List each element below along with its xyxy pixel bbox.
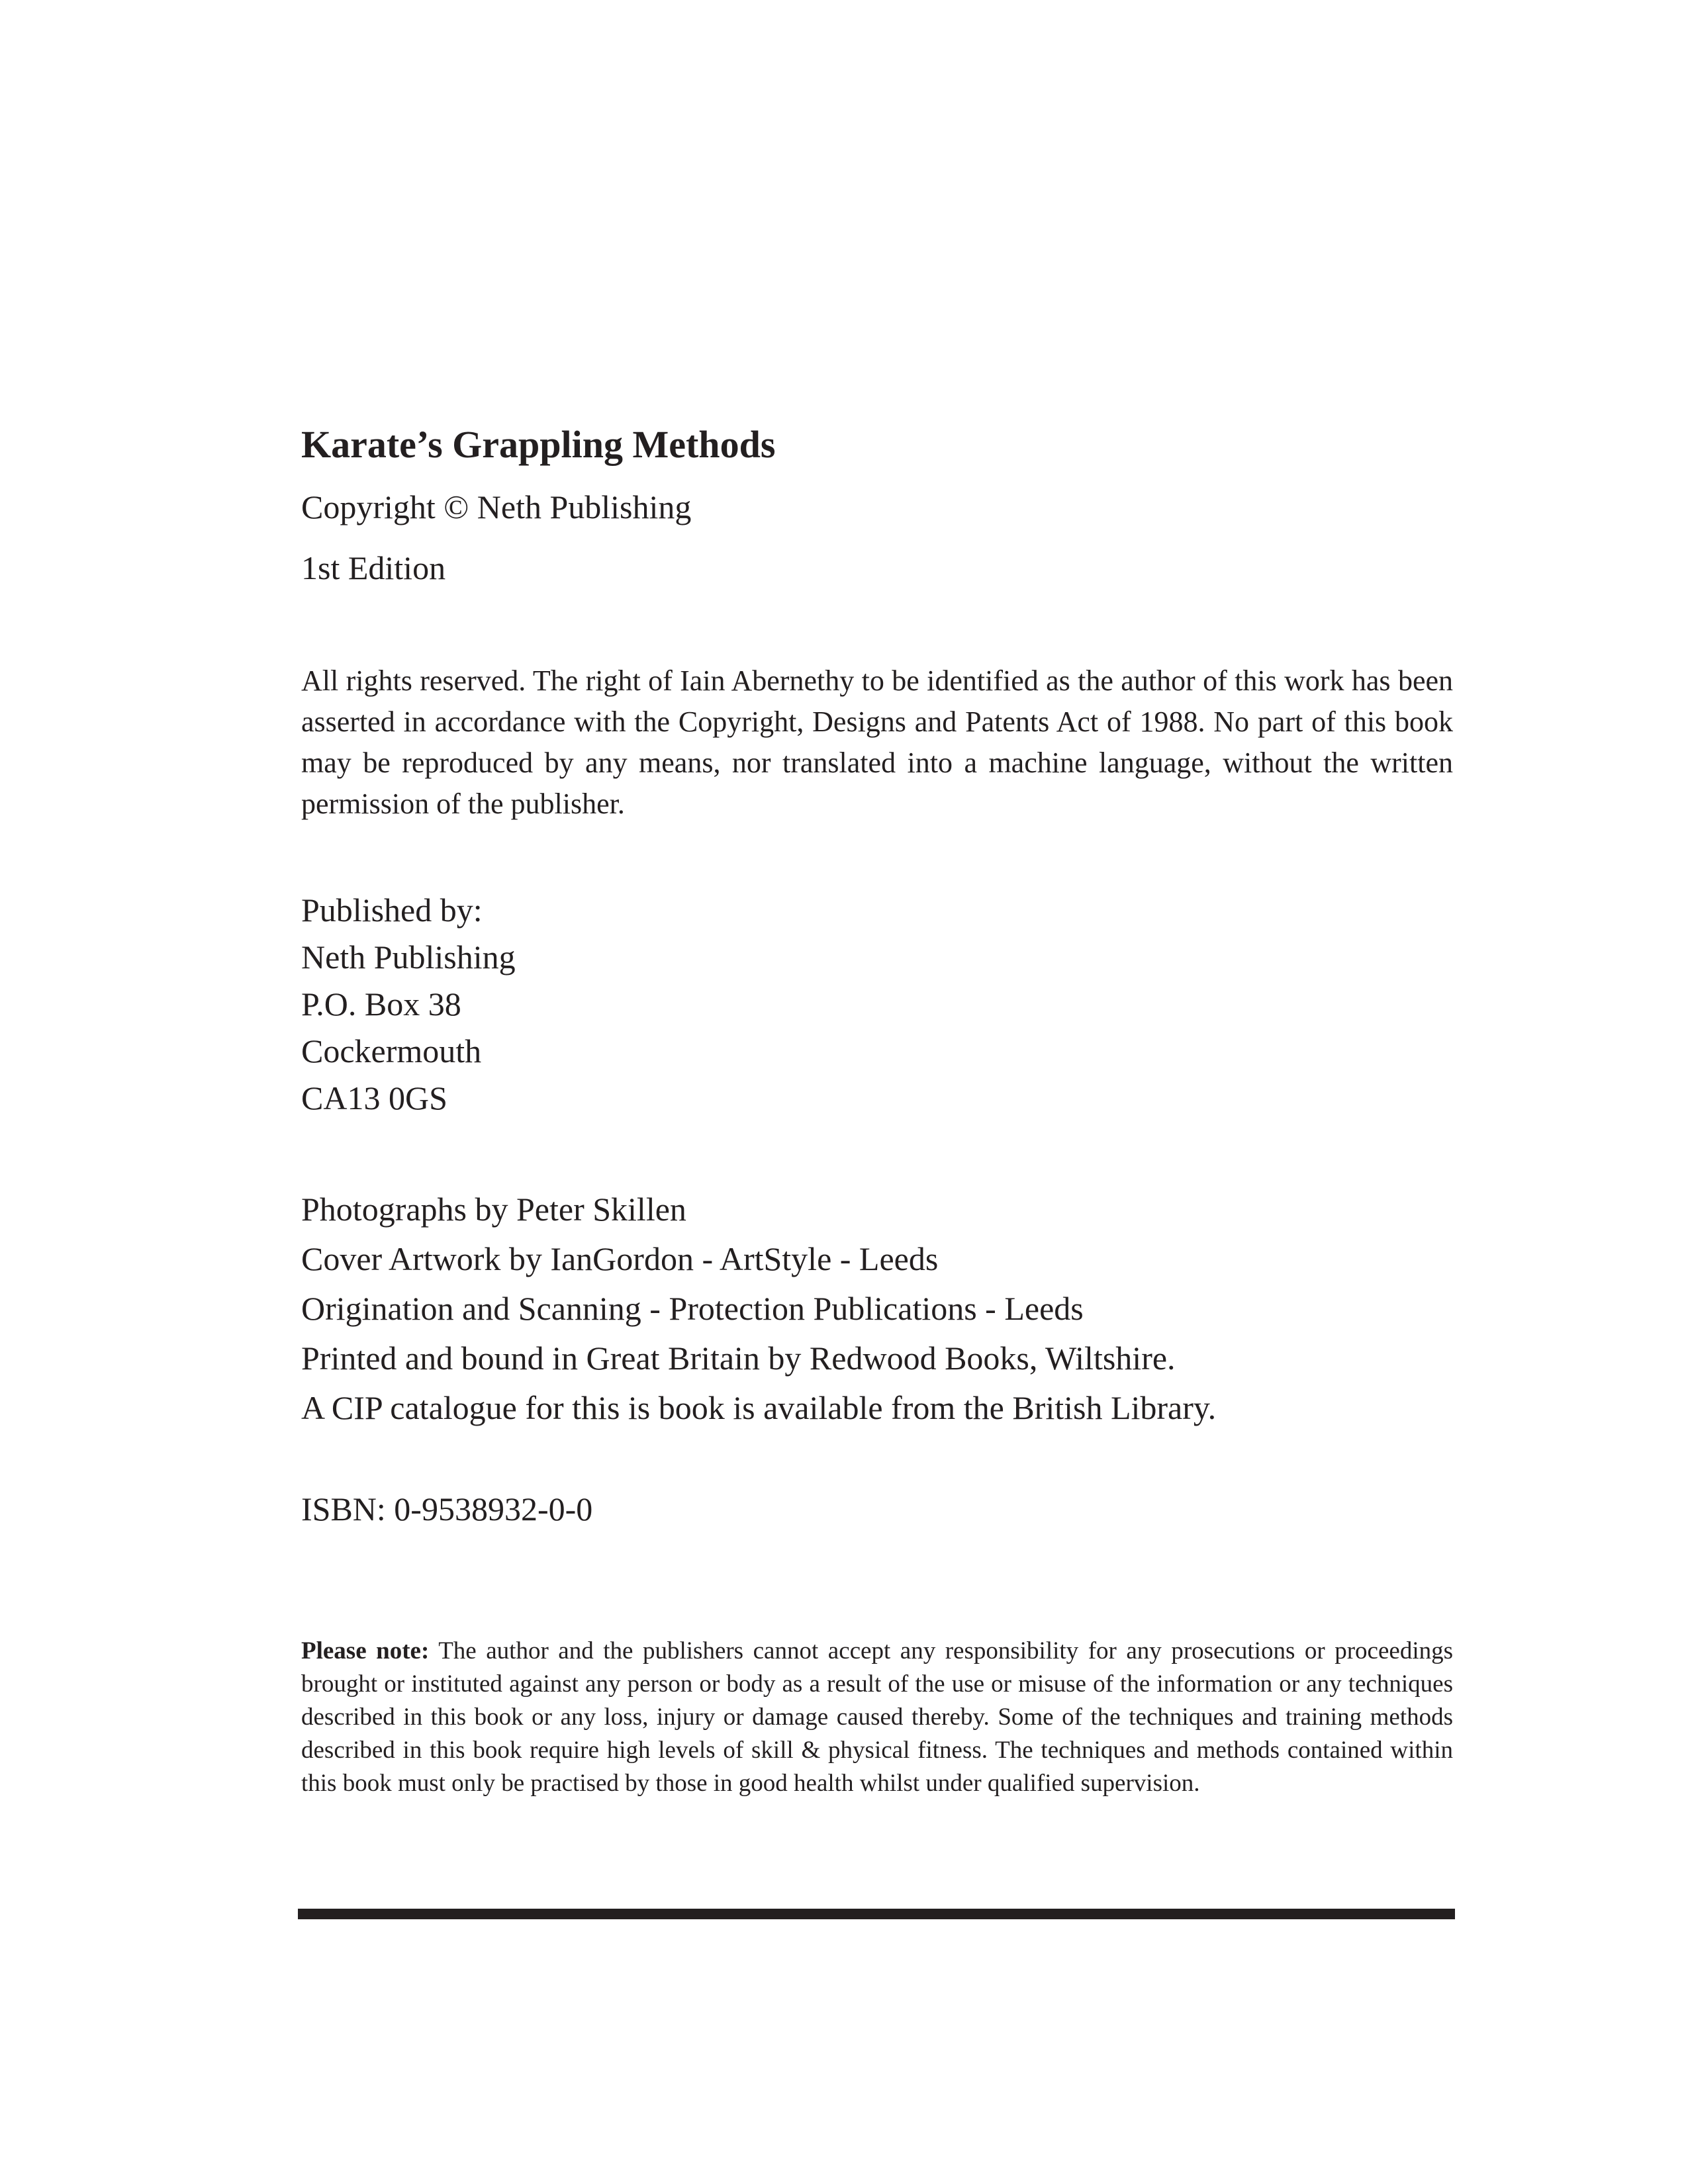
- publisher-postcode: CA13 0GS: [301, 1079, 447, 1116]
- credit-origination: Origination and Scanning - Protection Publications - Leeds: [301, 1290, 1084, 1327]
- publisher-name: Neth Publishing: [301, 938, 516, 976]
- edition-line: 1st Edition: [301, 549, 446, 586]
- credit-cover-artwork: Cover Artwork by IanGordon - ArtStyle - Leeds: [301, 1240, 939, 1277]
- disclaimer-text: The author and the publishers cannot accept any responsibility for any prosecutions or proceedings brought or instituted against any person or body as a result of the use or misuse of the information or any techniques described in this book or any loss, injury or damage caused thereby. Some of the techniques and training methods described in this book require high levels of skill & physical fitness. The techniques and methods contained within this book must only be practised by those in good health whilst under qualified supervision.: [301, 1637, 1453, 1797]
- credit-cip-catalogue: A CIP catalogue for this is book is available from the British Library.: [301, 1389, 1217, 1426]
- rights-statement: All rights reserved. The right of Iain Abernethy to be identified as the author of this work has been asserted in accordance with the Copyright, Designs and Patents Act of 1988. No part of this book may be reproduced by any means, nor translated into a machine language, without the written permission of the publisher.: [301, 664, 1453, 820]
- credit-printing: Printed and bound in Great Britain by Redwood Books, Wiltshire.: [301, 1340, 1176, 1377]
- publisher-address: [301, 887, 1453, 1122]
- copyright-line: Copyright © Neth Publishing: [301, 488, 692, 525]
- publisher-po-box: P.O. Box 38: [301, 985, 461, 1023]
- bottom-rule: [298, 1909, 1455, 1919]
- publisher-heading: Published by:: [301, 891, 483, 929]
- disclaimer-label: Please note:: [301, 1637, 430, 1664]
- isbn: ISBN: 0-9538932-0-0: [301, 1490, 593, 1527]
- publisher-town: Cockermouth: [301, 1032, 482, 1069]
- disclaimer: [301, 1635, 1453, 1800]
- credit-photographs: Photographs by Peter Skillen: [301, 1191, 686, 1228]
- book-title: Karate’s Grappling Methods: [301, 423, 776, 466]
- credits-list: [301, 1185, 1453, 1433]
